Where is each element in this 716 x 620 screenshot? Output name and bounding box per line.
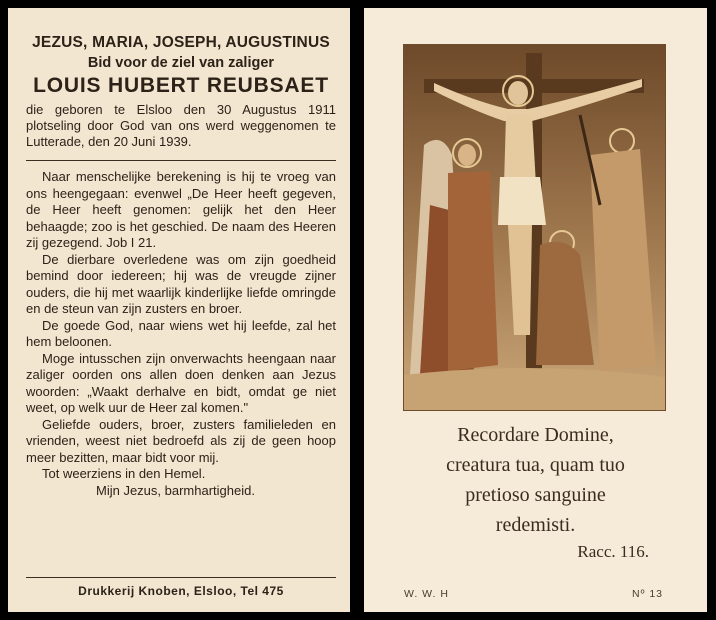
latin-prayer-line-2: creatura tua, quam tuo bbox=[446, 454, 625, 476]
deceased-name: LOUIS HUBERT REUBSAET bbox=[33, 74, 329, 97]
memorial-text-card bbox=[8, 8, 350, 612]
christ-torso bbox=[504, 115, 536, 185]
paragraph-2: De dierbare overledene was om zijn goedheid bemind door iedereen; hij was de vreugde zijner ouders, die hij met waarlijk kinderlijke liefde omringde en de steun van zijn zusters en broer. bbox=[26, 251, 336, 316]
latin-prayer-line-3: pretioso sanguine bbox=[465, 484, 606, 506]
raccolta-reference: Racc. 116. bbox=[577, 542, 649, 561]
card-number: Nº 13 bbox=[631, 588, 663, 600]
paragraph-1: Naar menschelijke berekening is hij te vroeg van ons heengegaan: evenwel „De Heer heeft gegeven, de Heer heeft genomen: gelijk het den Heer behaagde; zoo is het geschied. De naam des Heeren zij gezegend. Job I 21. bbox=[26, 169, 336, 250]
devotional-image-card bbox=[364, 8, 707, 612]
paragraph-4: Moge intusschen zijn onverwachts heengaan naar zaliger oorden ons allen doen denken aan Jezus woorden: „Waakt derhalve en bidt, omdat ge niet weet, op welk uur de Heer zal komen." bbox=[26, 350, 336, 415]
heading-prayer-request: Bid voor de ziel van zaliger bbox=[87, 55, 275, 71]
closing-line-1: Tot weerziens in den Hemel. bbox=[42, 466, 206, 481]
christ-head bbox=[508, 81, 528, 105]
latin-prayer-line-1: Recordare Domine, bbox=[457, 424, 614, 446]
divider bbox=[26, 160, 336, 161]
printer-footer: Drukkerij Knoben, Elsloo, Tel 475 bbox=[26, 577, 336, 598]
ground bbox=[404, 368, 665, 410]
loincloth bbox=[498, 177, 546, 225]
latin-prayer-line-4: redemisti. bbox=[495, 514, 576, 536]
john-head bbox=[458, 144, 476, 166]
paragraph-3: De goede God, naar wiens wet hij leefde, zal het hem beloonen. bbox=[26, 317, 336, 349]
john-robe bbox=[448, 171, 498, 371]
crucifixion-illustration bbox=[404, 45, 665, 410]
closing-line-2: Mijn Jezus, barmhartigheid. bbox=[96, 482, 255, 498]
heading-invocation: JEZUS, MARIA, JOSEPH, AUGUSTINUS bbox=[32, 34, 330, 51]
crucifixion-picture bbox=[403, 44, 666, 411]
paragraph-5: Geliefde ouders, broer, zusters familieleden en vrienden, weest niet bedroefd als zij de geen hoop meer bezitten, maar bidt voor mij. bbox=[26, 416, 336, 465]
publisher-initials: W. W. H bbox=[404, 588, 449, 600]
birth-death-notice: die geboren te Elsloo den 30 Augustus 1911 plotseling door God van ons werd weggenomen te Lutterade, den 20 Juni 1939. bbox=[26, 102, 336, 149]
